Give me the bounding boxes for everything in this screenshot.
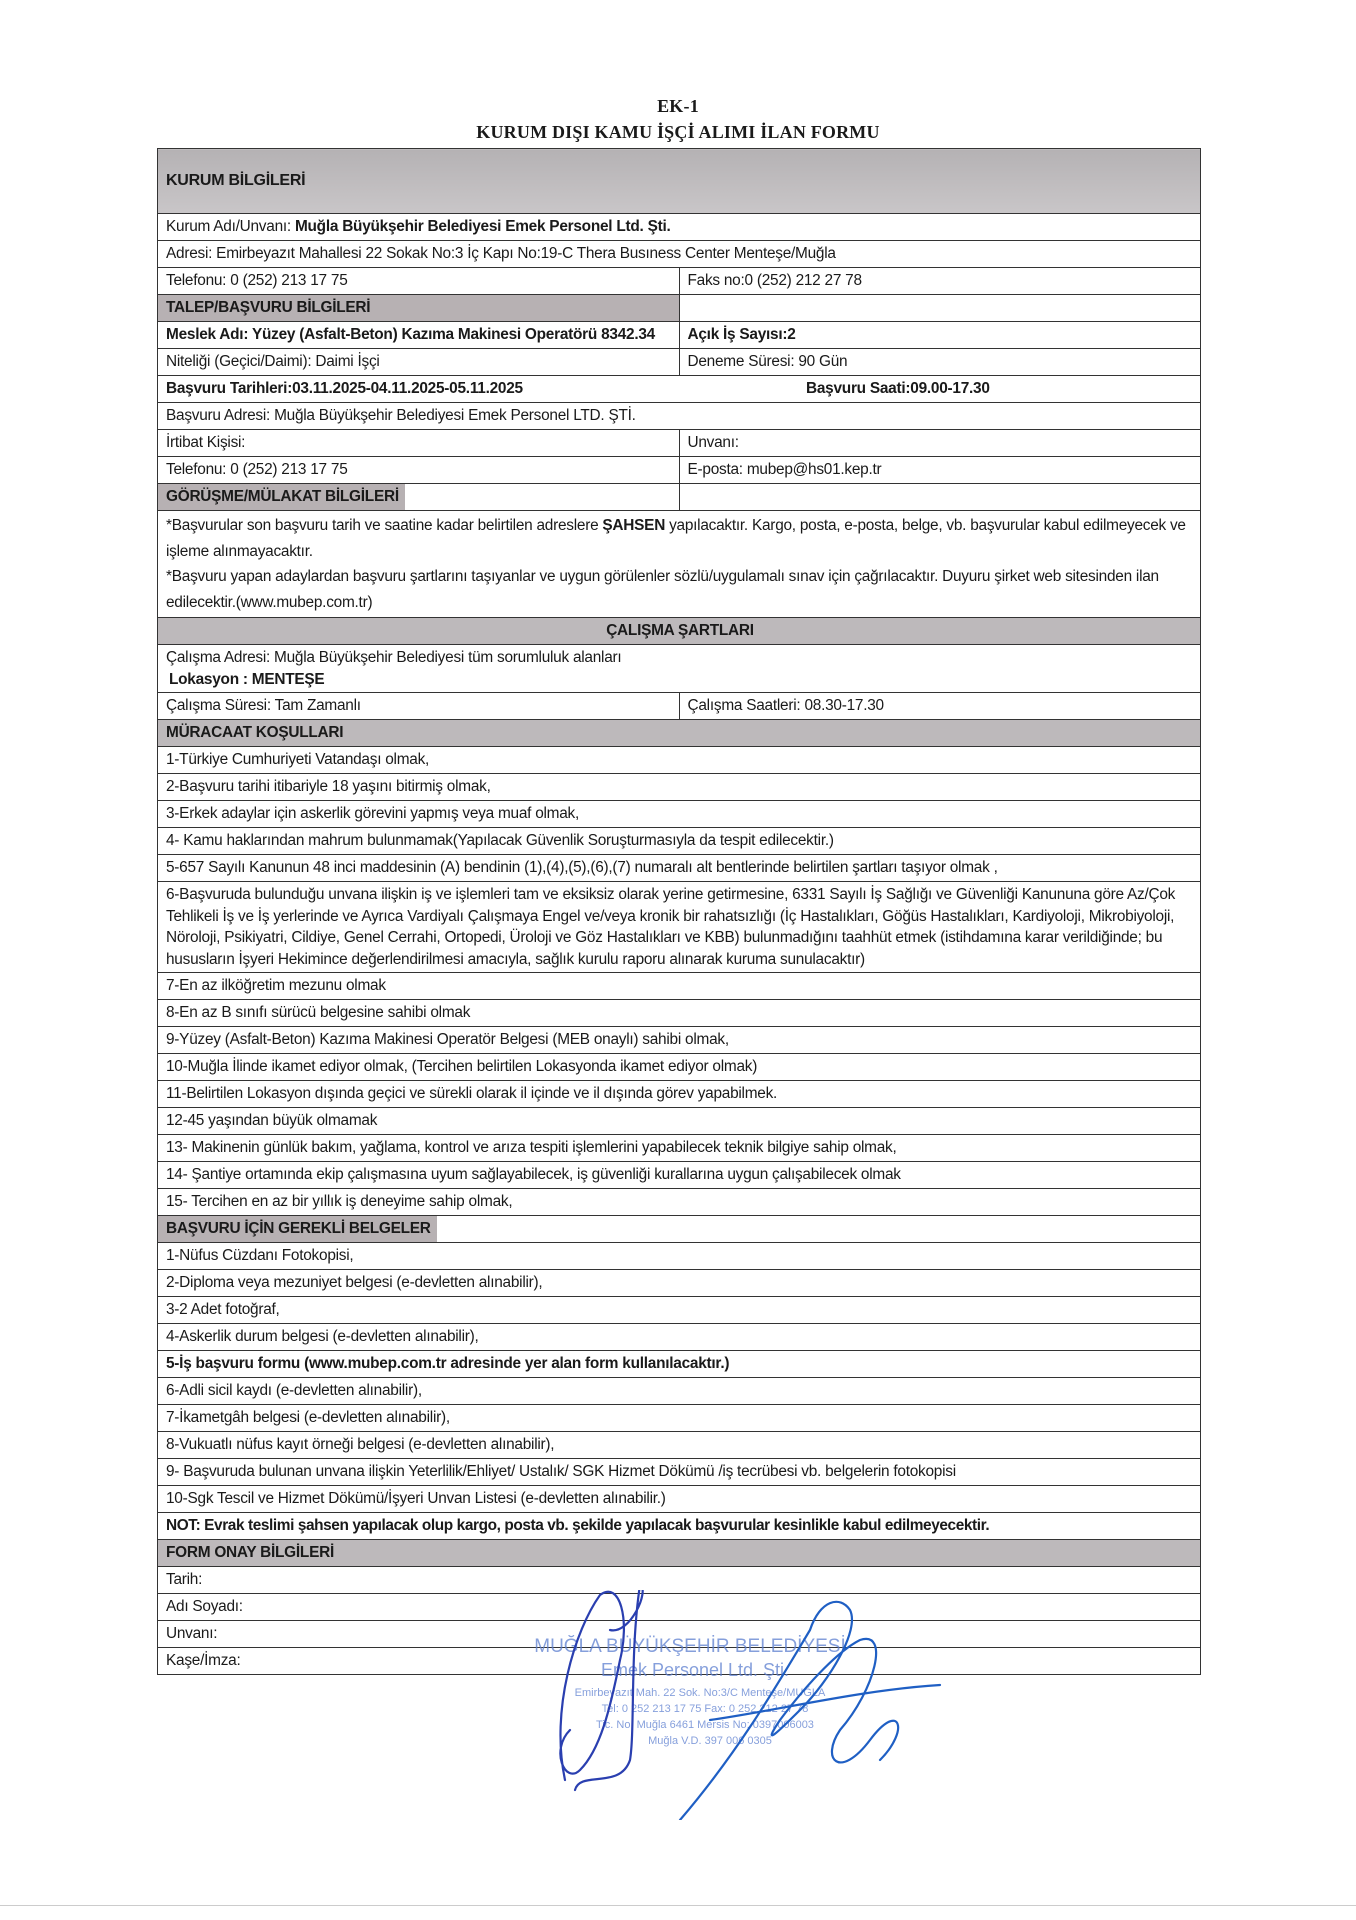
delivery-note: NOT: Evrak teslimi şahsen yapılacak olup kargo, posta vb. şekilde yapılacak başvurular kesinlikle kabul edilmeyecektir. — [158, 1513, 1201, 1540]
requirement-item: 15- Tercihen en az bir yıllık iş deneyime sahip olmak, — [158, 1189, 1201, 1216]
approval-title: Unvanı: — [158, 1621, 1201, 1648]
requirement-item: 8-En az B sınıfı sürücü belgesine sahibi olmak — [158, 1000, 1201, 1027]
document-item: 8-Vukuatlı nüfus kayıt örneği belgesi (e-devletten alınabilir), — [158, 1432, 1201, 1459]
trial-period: Deneme Süresi: 90 Gün — [679, 349, 1201, 376]
institution-address: Adresi: Emirbeyazıt Mahallesi 22 Sokak No:3 İç Kapı No:19-C Thera Busıness Center Menteşe/Muğla — [158, 241, 1201, 268]
document-item: 9- Başvuruda bulunan unvana ilişkin Yeterlilik/Ehliyet/ Ustalık/ SGK Hizmet Dökümü /iş tecrübesi vb. belgelerin fotokopisi — [158, 1459, 1201, 1486]
document-item: 4-Askerlik durum belgesi (e-devletten alınabilir), — [158, 1324, 1201, 1351]
company-stamp-and-signature — [480, 1590, 1000, 1820]
section-header-belgeler-cell — [158, 1216, 1201, 1243]
open-positions: Açık İş Sayısı:2 — [679, 322, 1201, 349]
requirement-item: 11-Belirtilen Lokasyon dışında geçici ve sürekli olarak il içinde ve il dışında görev yapabilmek. — [158, 1081, 1201, 1108]
document-item: 7-İkametgâh belgesi (e-devletten alınabilir), — [158, 1405, 1201, 1432]
contact-email: E-posta: mubep@hs01.kep.tr — [679, 457, 1201, 484]
empty-cell — [679, 295, 1201, 322]
approval-seal-signature: Kaşe/İmza: — [158, 1648, 1201, 1675]
work-address-cell — [158, 645, 1201, 693]
stamp-line: Emek Personel Ltd. Şti. — [600, 1660, 790, 1680]
document-item: 1-Nüfus Cüzdanı Fotokopisi, — [158, 1243, 1201, 1270]
interview-notes — [158, 511, 1201, 618]
application-dates: Başvuru Tarihleri:03.11.2025-04.11.2025-05.11.2025 — [166, 380, 523, 398]
work-duration: Çalışma Süresi: Tam Zamanlı — [158, 693, 680, 720]
company-stamp — [534, 1635, 846, 1747]
annex-label: EK-1 — [657, 96, 699, 116]
stamp-line: Tic. No: Muğla 6461 Mersis No: 0397006003 — [596, 1719, 814, 1731]
institution-fax: Faks no:0 (252) 212 27 78 — [679, 268, 1201, 295]
requirement-item: 2-Başvuru tarihi itibariyle 18 yaşını bitirmiş olmak, — [158, 774, 1201, 801]
approval-date: Tarih: — [158, 1567, 1201, 1594]
institution-name: Muğla Büyükşehir Belediyesi Emek Personel Ltd. Şti. — [294, 218, 671, 236]
section-header-talep: TALEP/BAŞVURU BİLGİLERİ — [158, 295, 680, 322]
section-header-onay: FORM ONAY BİLGİLERİ — [158, 1540, 1201, 1567]
empty-cell — [679, 484, 1201, 511]
note-2: *Başvuru yapan adaylardan başvuru şartlarını taşıyanlar ve uygun görülenler sözlü/uygulamalı sınav için çağrılacaktır. Duyuru şirket web sitesinden ilan edilecektir.(www.mubep.com.tr) — [166, 568, 1159, 611]
document-item: 6-Adli sicil kaydı (e-devletten alınabilir), — [158, 1378, 1201, 1405]
approval-name: Adı Soyadı: — [158, 1594, 1201, 1621]
note-text: yapılacaktır. Kargo, posta, e-posta, belge, vb. başvurular kabul edilmeyecek ve işleme alınmayacaktır. — [166, 517, 1186, 560]
application-address: Başvuru Adresi: Muğla Büyükşehir Belediyesi Emek Personel LTD. ŞTİ. — [158, 403, 1201, 430]
contact-person: İrtibat Kişisi: — [158, 430, 680, 457]
profession: Meslek Adı: Yüzey (Asfalt-Beton) Kazıma Makinesi Operatörü 8342.34 — [158, 322, 680, 349]
label: Kurum Adı/Unvanı: — [166, 218, 295, 236]
contact-title: Unvanı: — [679, 430, 1201, 457]
stamp-line: Emirbeyazıt Mah. 22 Sok. No:3/C Menteşe/MUĞLA — [574, 1687, 826, 1699]
work-location: Lokasyon : MENTEŞE — [169, 670, 325, 688]
requirement-item: 4- Kamu haklarından mahrum bulunmamak(Yapılacak Güvenlik Soruşturmasıyla da tespit edilecektir.) — [158, 828, 1201, 855]
institution-phone: Telefonu: 0 (252) 213 17 75 — [158, 268, 680, 295]
requirement-item: 13- Makinenin günlük bakım, yağlama, kontrol ve arıza tespiti işlemlerini yapabilecek teknik bilgiye sahip olmak, — [158, 1135, 1201, 1162]
section-header-calisma: ÇALIŞMA ŞARTLARI — [158, 618, 1201, 645]
requirement-item: 3-Erkek adaylar için askerlik görevini yapmış veya muaf olmak, — [158, 801, 1201, 828]
section-header-kurum — [158, 149, 1201, 214]
requirement-item: 14- Şantiye ortamında ekip çalışmasına uyum sağlayabilecek, iş güvenliği kurallarına uygun çalışabilecek olmak — [158, 1162, 1201, 1189]
requirement-item: 9-Yüzey (Asfalt-Beton) Kazıma Makinesi Operatör Belgesi (MEB onaylı) sahibi olmak, — [158, 1027, 1201, 1054]
requirement-item: 5-657 Sayılı Kanunun 48 inci maddesinin (A) bendinin (1),(4),(5),(6),(7) numaralı alt bentlerinde belirtilen şartları taşıyor olmak , — [158, 855, 1201, 882]
document-item: 10-Sgk Tescil ve Hizmet Dökümü/İşyeri Unvan Listesi (e-devletten alınabilir.) — [158, 1486, 1201, 1513]
work-hours: Çalışma Saatleri: 08.30-17.30 — [679, 693, 1201, 720]
requirement-item: 6-Başvuruda bulunduğu unvana ilişkin iş ve işlemleri tam ve eksiksiz olarak yerine getirmesine, 6331 Sayılı İş Sağlığı ve Güvenliği Kanununa göre Az/Çok Tehlikeli İş ve İş yerlerinde ve Ayrıca Vardiyalı Çalışmaya Engel ve/veya kronik bir rahatsızlığı (İç Hastalıkları, Göğüs Hastalıkları, Kardiyoloji, Mikrobiyoloji, Nöroloji, Psikiyatri, Cildiye, Genel Cerrahi, Ortopedi, Üroloji ve Göz Hastalıkları ve KBB) bulunmadığını taahhüt etmek (istihdamına karar verildiğinde; bu hususların İşyeri Hekimince değerlendirilmesi amacıyla, sağlık kurulu raporu alınarak kuruma sunulacaktır) — [158, 882, 1201, 973]
contact-phone: Telefonu: 0 (252) 213 17 75 — [158, 457, 680, 484]
section-title: KURUM BİLGİLERİ — [158, 149, 1201, 214]
form-title: KURUM DIŞI KAMU İŞÇİ ALIMI İLAN FORMU — [476, 122, 880, 142]
work-address: Çalışma Adresi: Muğla Büyükşehir Belediyesi tüm sorumluluk alanları — [166, 649, 622, 666]
stamp-line: Muğla V.D. 397 006 0305 — [648, 1735, 772, 1747]
stamp-line: Tel: 0 252 213 17 75 Fax: 0 252 212 27 78 — [601, 1703, 809, 1715]
stamp-line: MUĞLA BÜYÜKŞEHİR BELEDİYESİ — [534, 1636, 846, 1657]
section-header-gorusme-cell — [158, 484, 680, 511]
note-text: *Başvurular son başvuru tarih ve saatine kadar belirtilen adreslere — [166, 517, 603, 534]
announcement-form-table — [157, 148, 1201, 1675]
institution-name-cell — [158, 214, 1201, 241]
document-item: 3-2 Adet fotoğraf, — [158, 1297, 1201, 1324]
requirement-item: 7-En az ilköğretim mezunu olmak — [158, 973, 1201, 1000]
requirement-item: 10-Muğla İlinde ikamet ediyor olmak, (Tercihen belirtilen Lokasyonda ikamet ediyor olmak) — [158, 1054, 1201, 1081]
note-1 — [166, 513, 1194, 564]
requirement-item: 12-45 yaşından büyük olmamak — [158, 1108, 1201, 1135]
application-hours: Başvuru Saati:09.00-17.30 — [806, 380, 990, 398]
requirement-item: 1-Türkiye Cumhuriyeti Vatandaşı olmak, — [158, 747, 1201, 774]
page-edge — [0, 1905, 1356, 1906]
employment-nature: Niteliği (Geçici/Daimi): Daimi İşçi — [158, 349, 680, 376]
application-dates-row — [158, 376, 1201, 403]
note-emphasis: ŞAHSEN — [602, 517, 666, 534]
section-header-muracaat: MÜRACAAT KOŞULLARI — [158, 720, 1201, 747]
document-item: 2-Diploma veya mezuniyet belgesi (e-devletten alınabilir), — [158, 1270, 1201, 1297]
document-item: 5-İş başvuru formu (www.mubep.com.tr adresinde yer alan form kullanılacaktır.) — [158, 1351, 1201, 1378]
section-header-belgeler: BAŞVURU İÇİN GEREKLİ BELGELER — [158, 1216, 437, 1242]
section-header-gorusme: GÖRÜŞME/MÜLAKAT BİLGİLERİ — [158, 484, 405, 510]
